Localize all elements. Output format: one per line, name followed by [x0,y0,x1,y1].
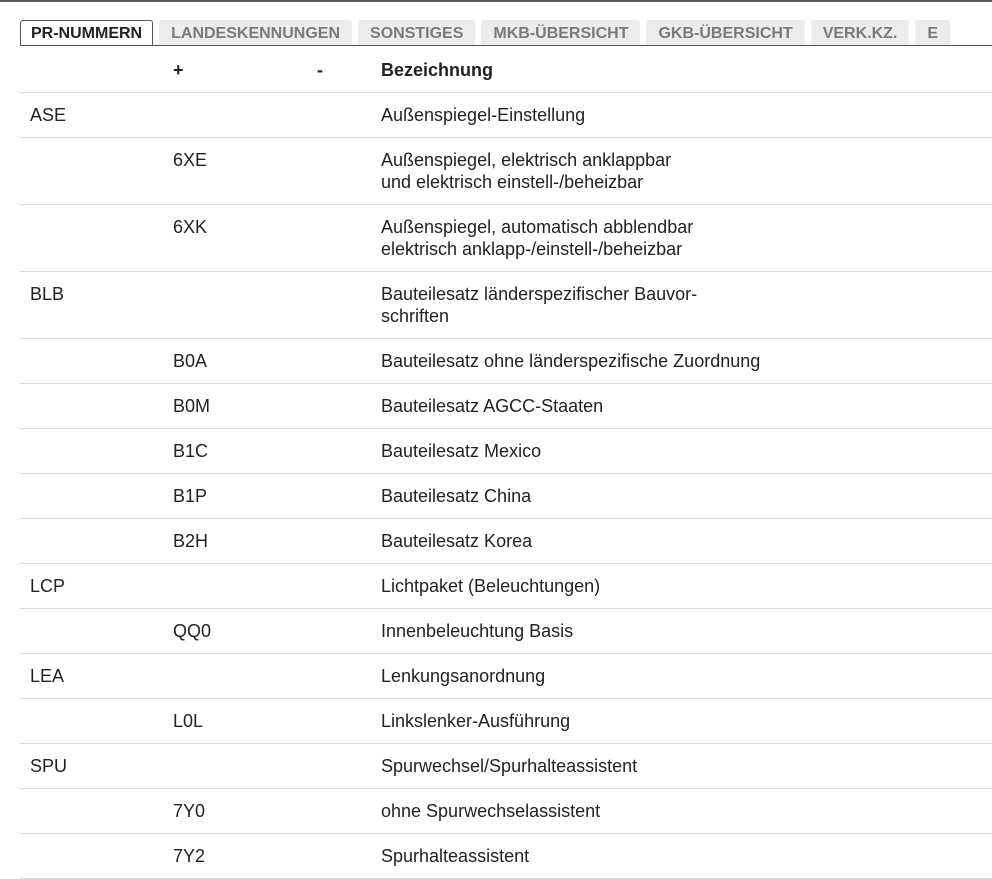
cell-minus [317,205,381,272]
cell-family: ASE [20,93,173,138]
table-row [20,519,992,564]
cell-description [381,272,992,339]
table-row [20,564,992,609]
description-line: Außenspiegel, elektrisch anklappbar [381,150,672,170]
cell-description [381,384,992,429]
description-line: elektrisch anklapp-/einstell-/beheizbar [381,239,683,259]
tab-gkb-uebersicht[interactable]: GKB-ÜBERSICHT [646,20,804,46]
cell-plus: L0L [173,699,317,744]
cell-plus [173,93,317,138]
cell-minus [317,429,381,474]
cell-description [381,564,992,609]
cell-family [20,339,173,384]
cell-minus [317,609,381,654]
cell-plus [173,272,317,339]
table-row [20,654,992,699]
table-body [20,93,992,879]
header-description: Bezeichnung [381,48,992,93]
cell-minus [317,519,381,564]
cell-family [20,789,173,834]
cell-description [381,138,992,205]
table-row [20,699,992,744]
cell-minus [317,138,381,205]
cell-description [381,519,992,564]
table-row [20,429,992,474]
cell-plus: B0M [173,384,317,429]
cell-minus [317,654,381,699]
cell-family: LEA [20,654,173,699]
cell-description [381,93,992,138]
table-row [20,834,992,879]
cell-description [381,744,992,789]
cell-minus [317,744,381,789]
cell-description [381,205,992,272]
cell-plus: QQ0 [173,609,317,654]
cell-minus [317,384,381,429]
table-row [20,789,992,834]
description-line: Lichtpaket (Beleuchtungen) [381,576,601,596]
description-line: und elektrisch einstell-/beheizbar [381,172,644,192]
description-line: Bauteilesatz China [381,486,532,506]
cell-plus: 7Y2 [173,834,317,879]
description-line: Lenkungsanordnung [381,666,546,686]
table-row [20,138,992,205]
tab-sonstiges[interactable]: SONSTIGES [358,20,475,46]
table-header-row [20,48,992,93]
cell-minus [317,474,381,519]
cell-plus: B1P [173,474,317,519]
cell-family [20,609,173,654]
cell-plus: 6XK [173,205,317,272]
table-row [20,205,992,272]
cell-plus [173,744,317,789]
description-line: schriften [381,306,450,326]
cell-description [381,474,992,519]
cell-minus [317,339,381,384]
cell-plus: B0A [173,339,317,384]
tab-pr-nummern[interactable]: PR-NUMMERN [20,20,153,46]
cell-family [20,138,173,205]
cell-minus [317,699,381,744]
cell-description [381,699,992,744]
tab-mkb-uebersicht[interactable]: MKB-ÜBERSICHT [481,20,640,46]
cell-description [381,339,992,384]
description-line: Spurhalteassistent [381,846,530,866]
cell-description [381,654,992,699]
header-minus: - [317,48,381,93]
cell-family [20,699,173,744]
table-row [20,474,992,519]
pr-numbers-table [20,48,992,879]
table-row [20,93,992,138]
description-line: Linkslenker-Ausführung [381,711,571,731]
description-line: Außenspiegel-Einstellung [381,105,586,125]
header-plus: + [173,48,317,93]
cell-plus: 7Y0 [173,789,317,834]
description-line: Außenspiegel, automatisch abblendbar [381,217,694,237]
cell-family: LCP [20,564,173,609]
table-row [20,609,992,654]
cell-family [20,474,173,519]
cell-minus [317,93,381,138]
cell-description [381,789,992,834]
cell-plus [173,564,317,609]
table-row [20,272,992,339]
cell-family [20,205,173,272]
cell-description [381,429,992,474]
tab-bar [20,20,992,46]
description-line: Innenbeleuchtung Basis [381,621,574,641]
cell-minus [317,789,381,834]
description-line: Bauteilesatz länderspezifischer Bauvor- [381,284,698,304]
cell-family [20,519,173,564]
cell-plus: B1C [173,429,317,474]
top-border [0,0,992,2]
tab-verk-kz[interactable]: VERK.KZ. [811,20,910,46]
cell-family [20,429,173,474]
cell-description [381,609,992,654]
cell-family: BLB [20,272,173,339]
table-row [20,384,992,429]
tab-landeskennungen[interactable]: LANDESKENNUNGEN [159,20,352,46]
cell-description [381,834,992,879]
header-family [20,48,173,93]
description-line: Bauteilesatz ohne länderspezifische Zuordnung [381,351,761,371]
cell-minus [317,564,381,609]
description-line: Bauteilesatz Mexico [381,441,542,461]
cell-minus [317,272,381,339]
cell-family [20,834,173,879]
description-line: Spurwechsel/Spurhalteassistent [381,756,638,776]
cell-family: SPU [20,744,173,789]
cell-minus [317,834,381,879]
cell-family [20,384,173,429]
description-line: Bauteilesatz Korea [381,531,533,551]
table-row [20,744,992,789]
table-row [20,339,992,384]
tab-overflow[interactable]: E [915,20,950,46]
tab-underline [20,45,992,46]
description-line: Bauteilesatz AGCC-Staaten [381,396,604,416]
cell-plus: 6XE [173,138,317,205]
cell-plus [173,654,317,699]
description-line: ohne Spurwechselassistent [381,801,601,821]
cell-plus: B2H [173,519,317,564]
